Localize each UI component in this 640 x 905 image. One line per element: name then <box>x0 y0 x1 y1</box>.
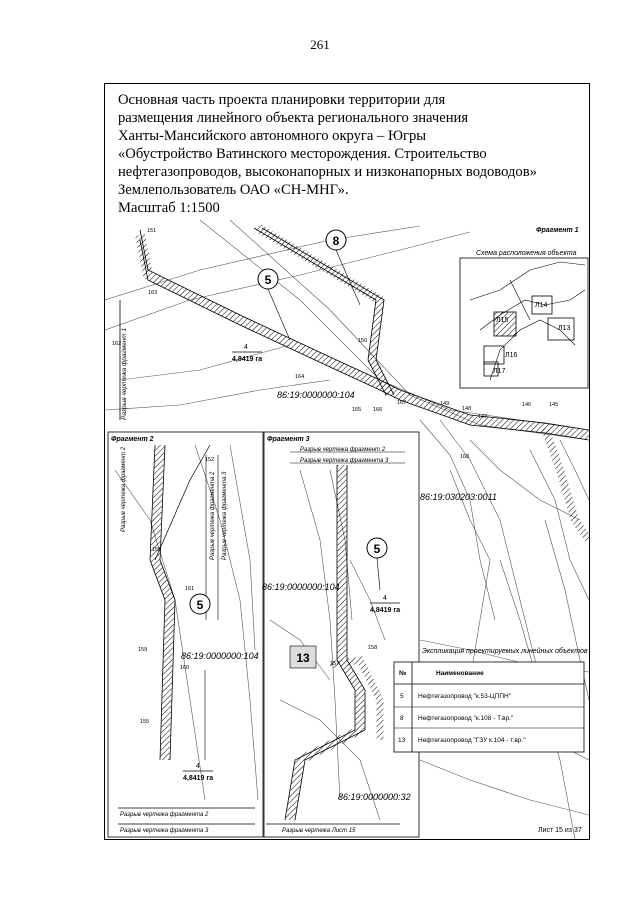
scheme-title: Схема расположения объекта <box>476 250 577 257</box>
point-number: 150 <box>358 338 368 344</box>
area-number: 4 <box>196 763 200 770</box>
area-number: 4 <box>244 344 248 351</box>
point-number: 152 <box>205 457 215 463</box>
object-number-5: 5 <box>373 542 381 556</box>
legend-row-num: 5 <box>400 693 404 700</box>
cadastral-number: 86:19:0000000:104 <box>262 582 340 592</box>
cadastral-number: 86:19:0000000:32 <box>338 792 411 802</box>
object-number-5: 5 <box>264 273 272 287</box>
legend-row-name: Нефтегазопровод "к.108 - Т.вр." <box>418 715 514 722</box>
point-number: 145 <box>549 402 559 408</box>
location-scheme <box>460 249 588 388</box>
point-number: 167 <box>397 400 407 406</box>
area-number: 4 <box>383 595 387 602</box>
point-number: 159 <box>138 647 148 653</box>
point-number: 151 <box>147 228 157 234</box>
legend-col-num: № <box>399 670 407 677</box>
legend-row-name: Нефтегазопровод "ГЗУ к.104 - т.вр." <box>418 737 526 744</box>
fragment-2-label: Фрагмент 2 <box>111 436 154 443</box>
legend-heading: Экспликация проектируемых линейных объектов <box>422 648 588 655</box>
legend-table <box>394 647 588 752</box>
fragment-1-label: Фрагмент 1 <box>536 227 579 234</box>
point-number: 164 <box>295 374 305 380</box>
point-number: 162 <box>112 341 122 347</box>
title-line: Ханты-Мансийского автономного округа – Югры <box>118 128 427 144</box>
scale-line: Масштаб 1:1500 <box>118 200 220 216</box>
title-line: «Обустройство Ватинского месторождения. Строительство <box>118 146 487 162</box>
point-number: 168 <box>460 454 470 460</box>
cadastral-number: 86:19:0000000:104 <box>181 651 259 661</box>
point-number: 149 <box>440 401 450 407</box>
fragment-3-label: Фрагмент 3 <box>267 436 310 443</box>
title-line: размещения линейного объекта регионального значения <box>118 110 469 126</box>
scheme-label-l14: Л14 <box>535 302 548 309</box>
point-number: 148 <box>462 406 472 412</box>
point-number: 166 <box>373 407 383 413</box>
cut-label-f2-side: Разрыв чертежа фрагмента 2 <box>210 471 216 560</box>
scheme-label-l15: Л15 <box>496 317 509 324</box>
area-value: 4,8419 га <box>370 607 401 614</box>
cut-label-f2-top: Разрыв чертежа фрагмент 2 <box>121 446 127 532</box>
cut-label-f3-side: Разрыв чертежа фрагмента 3 <box>222 471 228 560</box>
cut-label-f3-top: Разрыв чертежа фрагмента 3 <box>300 458 389 464</box>
object-number-13: 13 <box>296 651 310 665</box>
point-number: 147 <box>478 414 488 420</box>
point-number: 157 <box>330 661 340 667</box>
scheme-label-l16: Л16 <box>505 352 518 359</box>
cut-label-f15-bottom: Разрыв чертежа Лист 15 <box>282 828 356 834</box>
point-number: 146 <box>522 402 532 408</box>
object-number-5: 5 <box>196 598 204 612</box>
title-line: Основная часть проекта планировки территории для <box>118 92 446 108</box>
area-value: 4,8419 га <box>232 356 263 363</box>
point-number: 155 <box>140 719 150 725</box>
point-number: 161 <box>185 586 195 592</box>
cut-label-f2-bottom: Разрыв чертежа фрагмента 2 <box>120 812 209 818</box>
cut-label-f3-bottom: Разрыв чертежа фрагмента 3 <box>120 828 209 834</box>
point-number: 163 <box>148 290 158 296</box>
title-line: нефтегазопроводов, высоконапорных и низконапорных водоводов» <box>118 164 537 180</box>
scheme-label-l17: Л17 <box>493 368 506 375</box>
page-number: 261 <box>310 37 330 52</box>
legend-row-name: Нефтегазопровод "к.53-ЦППН" <box>418 693 512 700</box>
cut-label-f1: Разрыв чертежа фрагмент 1 <box>121 327 128 420</box>
object-number-8: 8 <box>332 234 340 248</box>
point-number: 165 <box>352 407 362 413</box>
point-number: 160 <box>180 665 190 671</box>
point-number: 153 <box>152 547 162 553</box>
scheme-label-l13: Л13 <box>558 325 571 332</box>
legend-row-num: 13 <box>398 737 406 744</box>
point-number: 158 <box>368 645 378 651</box>
cut-label-f2-top-f3: Разрыв чертежа фрагмент 2 <box>300 447 386 453</box>
sheet-number: Лист 15 из 37 <box>538 827 582 834</box>
legend-row-num: 8 <box>400 715 404 722</box>
cadastral-number: 86:19:0000000:104 <box>277 390 355 400</box>
title-line: Землепользователь ОАО «СН-МНГ». <box>118 182 349 198</box>
legend-col-name: Наименование <box>436 670 484 677</box>
area-value: 4,8419 га <box>183 775 214 782</box>
cadastral-number: 86:19:030203:0011 <box>420 492 497 502</box>
